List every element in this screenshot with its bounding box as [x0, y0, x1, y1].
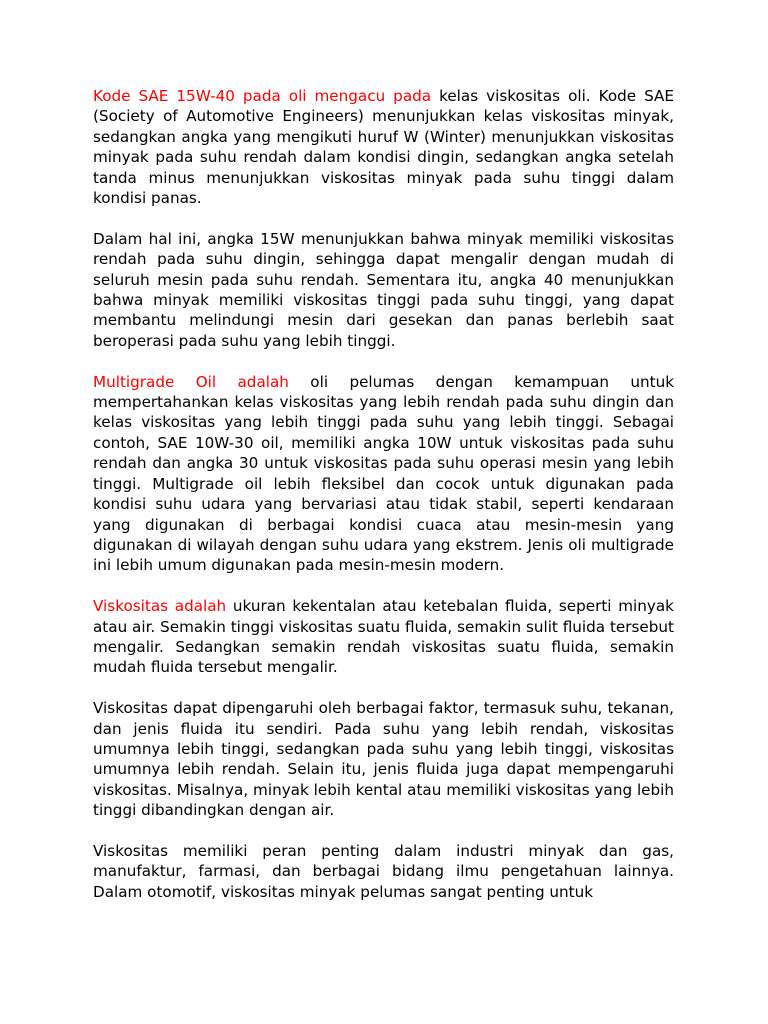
paragraph-text: Dalam hal ini, angka 15W menunjukkan bahwa minyak memiliki viskositas rendah pada suhu dingin, sehingga dapat mengalir dengan mudah di seluruh mesin pada suhu rendah. Sementara itu, angka 40 menunjukkan bahwa minyak memiliki viskositas tinggi pada suhu tinggi, yang dapat membantu melindungi mesin dari gesekan dan panas berlebih saat beroperasi pada suhu yang lebih tinggi. [93, 229, 674, 350]
paragraph-text: ukuran kekentalan atau ketebalan fluida, seperti minyak atau air. Semakin tinggi viskositas suatu fluida, semakin sulit fluida tersebut mengalir. Sedangkan semakin rendah viskositas suatu fluida, semakin mudah fluida tersebut mengalir. [93, 597, 674, 677]
highlighted-keyword: Viskositas adalah [93, 597, 227, 616]
paragraph-sae-code [93, 86, 674, 208]
paragraph-viscosity-role [93, 841, 674, 902]
document-body [93, 86, 674, 902]
paragraph-text: Viskositas memiliki peran penting dalam industri minyak dan gas, manufaktur, farmasi, dan berbagai bidang ilmu pengetahuan lainnya. Dalam otomotif, viskositas minyak pelumas sangat penting untuk [93, 841, 674, 901]
paragraph-text: Viskositas dapat dipengaruhi oleh berbagai faktor, termasuk suhu, tekanan, dan jenis fluida itu sendiri. Pada suhu yang lebih rendah, viskositas umumnya lebih tinggi, sedangkan pada suhu yang lebih tinggi, viskositas umumnya lebih rendah. Selain itu, jenis fluida juga dapat mempengaruhi viskositas. Misalnya, minyak lebih kental atau memiliki viskositas yang lebih tinggi dibandingkan dengan air. [93, 699, 674, 820]
paragraph-viscosity-factors [93, 698, 674, 820]
highlighted-keyword: Multigrade Oil adalah [93, 372, 289, 391]
paragraph-multigrade-oil [93, 372, 674, 576]
paragraph-text: oli pelumas dengan kemampuan untuk mempertahankan kelas viskositas yang lebih rendah pada suhu dingin dan kelas viskositas yang lebih tinggi pada suhu yang lebih tinggi. Sebagai contoh, SAE 10W-30 oil, memiliki angka 10W untuk viskositas pada suhu rendah dan angka 30 untuk viskositas pada suhu operasi mesin yang lebih tinggi. Multigrade oil lebih fleksibel dan cocok untuk digunakan pada kondisi suhu udara yang bervariasi atau tidak stabil, seperti kendaraan yang digunakan di berbagai kondisi cuaca atau mesin-mesin yang digunakan di wilayah dengan suhu udara yang ekstrem. Jenis oli multigrade ini lebih umum digunakan pada mesin-mesin modern. [93, 372, 674, 575]
paragraph-15w-explanation [93, 229, 674, 351]
highlighted-keyword: Kode SAE 15W-40 pada oli mengacu pada [93, 87, 432, 105]
paragraph-text: kelas viskositas oli. Kode SAE (Society of Automotive Engineers) menunjukkan kelas viskositas minyak, sedangkan angka yang mengikuti huruf W (Winter) menunjukkan viskositas minyak pada suhu rendah dalam kondisi dingin, sedangkan angka setelah tanda minus menunjukkan viskositas minyak pada suhu tinggi dalam kondisi panas. [93, 87, 675, 208]
paragraph-viscosity-definition [93, 596, 674, 678]
